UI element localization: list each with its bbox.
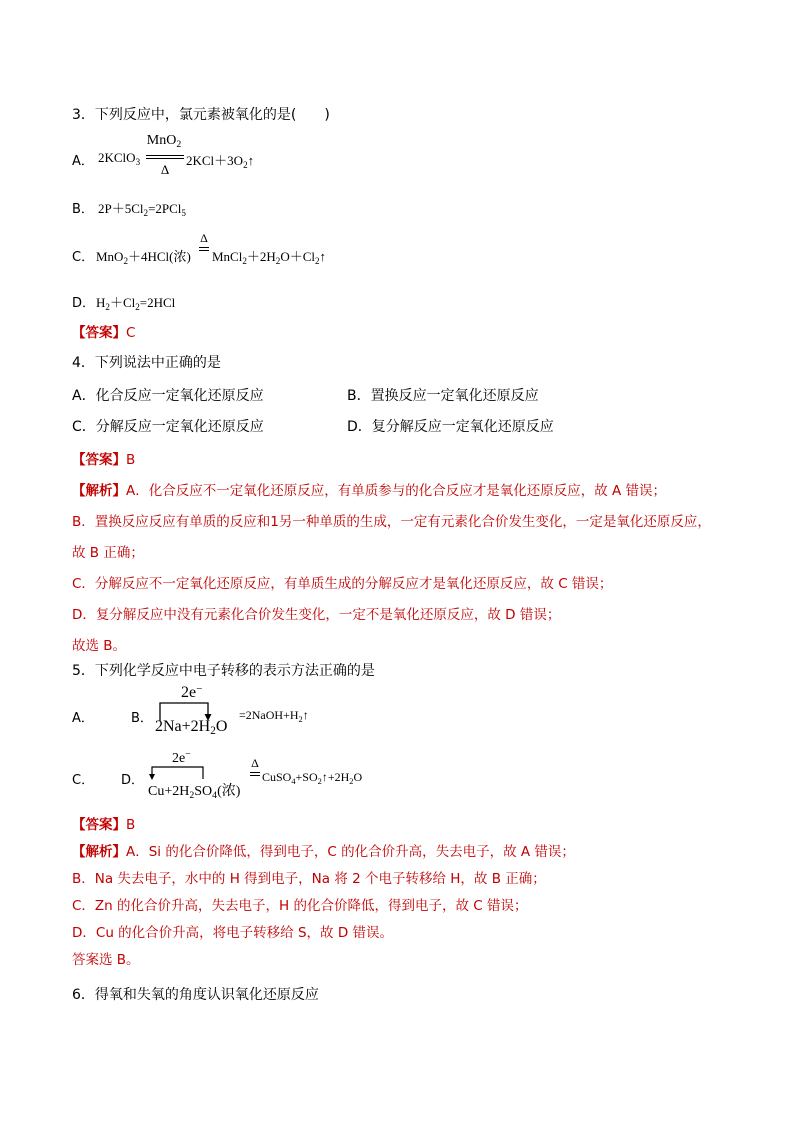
q3-option-a-arrow-line-top	[146, 155, 184, 156]
q3-option-c-equal-top	[199, 247, 209, 248]
q3-option-a-label: A．	[72, 154, 94, 169]
q4-analysis-line-1: 【解析】A．化合反应不一定氧化还原反应，有单质参与的化合反应才是氧化还原反应，故 A 错误；	[72, 483, 667, 499]
q4-conclusion: 故选 B。	[72, 638, 127, 654]
q3-option-a-heat-symbol: Δ	[160, 162, 170, 177]
q3-option-c-lhs: MnO$_2$＋4HCl(浓)	[96, 249, 191, 266]
q5-analysis-line-4: D．Cu 的化合价升高，将电子转移给 S，故 D 错误。	[72, 925, 394, 941]
q5-option-b-rhs: $=2NaOH+H_2↑$	[239, 708, 309, 724]
q5-option-d-equal-top	[250, 772, 260, 773]
q5-option-d-electron-label: 2e−	[172, 749, 191, 766]
q4-analysis-line-5: D．复分解反应中没有元素化合价发生变化，一定不是氧化还原反应，故 D 错误；	[72, 607, 561, 623]
q3-option-c-rhs: $MnCl_2+2H_2O+Cl_2↑$	[212, 249, 327, 266]
q4-analysis-line-2: B．置换反应反应有单质的反应和1另一种单质的生成，一定有元素化合价发生变化，一定是氧化还原反应，	[72, 514, 711, 530]
q5-option-d-equal-bottom	[250, 775, 260, 776]
q4-option-d: D．复分解反应一定氧化还原反应	[347, 419, 554, 435]
q4-stem: 4．下列说法中正确的是	[72, 355, 221, 371]
q5-stem: 5．下列化学反应中电子转移的表示方法正确的是	[72, 663, 375, 679]
q5-option-a-label: A．	[72, 711, 94, 726]
q5-option-b-lhs: $2Na+2H_2O$	[155, 718, 228, 737]
q3-option-a-lhs: 2KClO$_3$	[98, 150, 141, 167]
q5-option-d-lhs: $Cu+2H_2SO_4$(浓)	[148, 784, 241, 801]
q5-analysis-line-3: C．Zn 的化合价升高，失去电子，H 的化合价降低，得到电子，故 C 错误；	[72, 898, 528, 914]
q3-option-b-label: B．	[72, 202, 94, 217]
q5-answer: 【答案】B	[72, 817, 136, 833]
q4-option-a: A．化合反应一定氧化还原反应	[72, 388, 264, 404]
q5-option-b-label: B．	[131, 711, 153, 726]
q3-option-d-label: D．	[72, 296, 96, 311]
q3-option-a-catalyst: MnO$_2$	[146, 133, 182, 150]
q4-option-c: C．分解反应一定氧化还原反应	[72, 419, 264, 435]
q3-option-d-equation: $H_2+Cl_2=2HCl$	[96, 295, 176, 312]
q4-analysis-line-4: C．分解反应不一定氧化还原反应，有单质生成的分解反应才是氧化还原反应，故 C 错误；	[72, 576, 613, 592]
q4-analysis-line-3: 故 B 正确；	[72, 545, 144, 561]
q3-stem: 3．下列反应中，氯元素被氧化的是( )	[72, 107, 330, 123]
q5-option-d-heat-symbol: Δ	[251, 756, 259, 770]
q5-option-b-electron-label: 2e−	[181, 683, 203, 701]
q5-option-d-rhs: $CuSO_4+SO_2↑+2H_2O$	[262, 770, 363, 786]
q3-option-c-heat-symbol: Δ	[200, 231, 208, 245]
q3-option-a-arrow-line-bottom	[146, 158, 184, 159]
q3-option-c-equal-bottom	[199, 250, 209, 251]
q4-answer: 【答案】B	[72, 452, 136, 468]
q5-option-c-label: C．	[72, 773, 95, 788]
q3-answer: 【答案】C	[72, 325, 136, 341]
q6-stem: 6．得氧和失氧的角度认识氧化还原反应	[72, 987, 319, 1003]
q5-conclusion: 答案选 B。	[72, 952, 140, 968]
q3-option-a-rhs: $2KCl+3O_2↑$	[186, 153, 255, 170]
q5-analysis-line-1: 【解析】A．Si 的化合价降低，得到电子，C 的化合价升高，失去电子，故 A 错误；	[72, 844, 575, 860]
q5-option-d-label: D．	[121, 773, 145, 788]
q5-analysis-line-2: B．Na 失去电子，水中的 H 得到电子，Na 将 2 个电子转移给 H，故 B 正确；	[72, 871, 546, 887]
q3-option-b-equation: $2P+5Cl_2=2PCl_5$	[98, 201, 186, 218]
q4-option-b: B．置换反应一定氧化还原反应	[347, 388, 539, 404]
q3-option-c-label: C．	[72, 250, 95, 265]
